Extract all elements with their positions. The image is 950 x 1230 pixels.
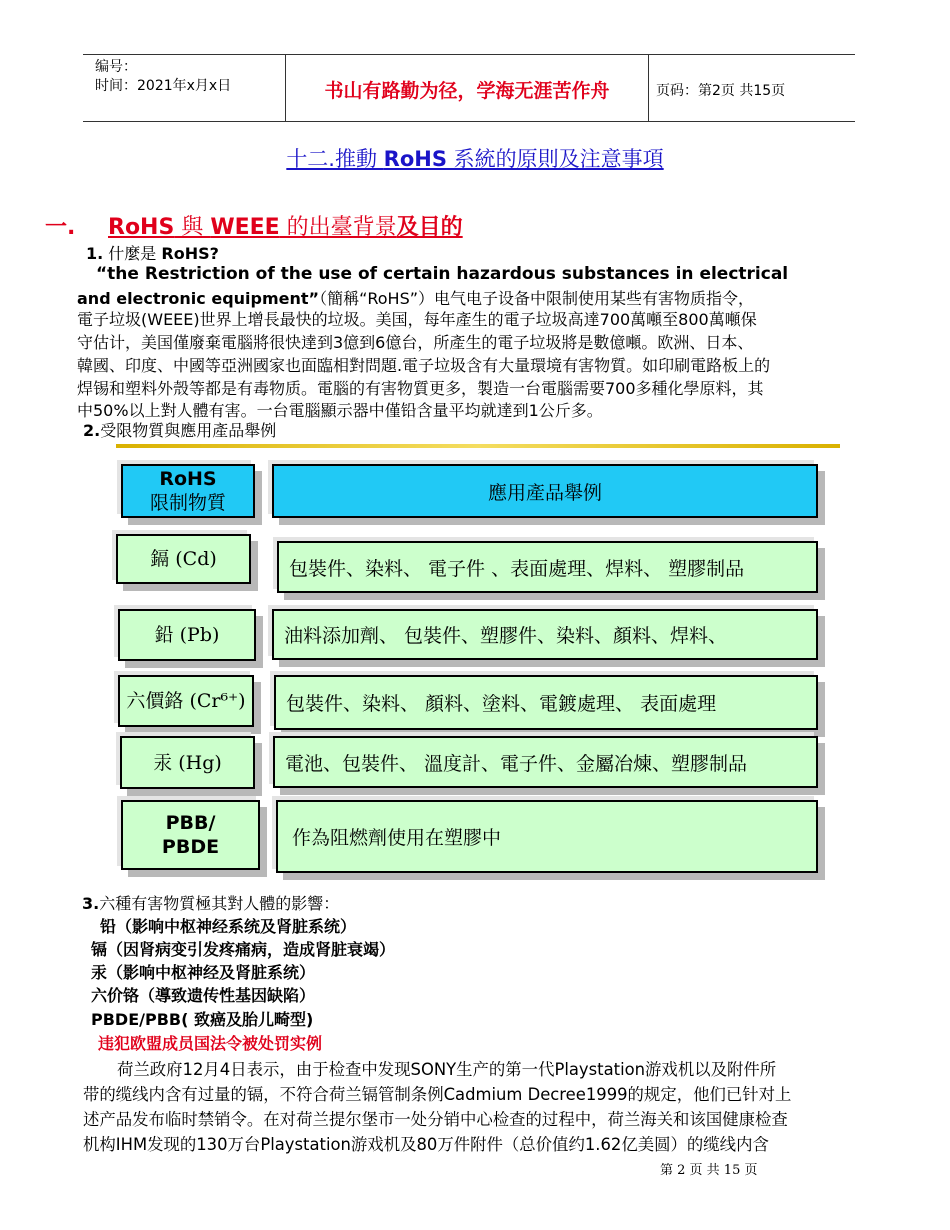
header-page-info: 页码：第2页 共15页 (656, 83, 786, 99)
table-header-substance: RoHS 限制物質 (121, 464, 255, 518)
penalty-heading: 违犯欧盟成员国法令被处罚实例 (98, 1034, 323, 1053)
header-meta (95, 58, 231, 96)
table-row-products: 油料添加劑、 包裝件、塑膠件、染料、顏料、焊料、 (272, 609, 818, 660)
paragraph-line: 守估计，美国僅廢棄電腦將很快達到3億到6億台，所產生的電子垃圾將是數億噸。欧洲、日本、 (77, 333, 754, 352)
effect-item: 六价铬（導致遗传性基因缺陷） (91, 986, 316, 1005)
question-heading: 1. 什麼是 RoHS? (86, 244, 219, 263)
header-divider (648, 54, 649, 122)
header-border-bottom (83, 121, 855, 122)
effect-item: 铅（影响中枢神经系统及肾脏系统） (100, 917, 357, 936)
question-heading: 2.受限物質與應用產品舉例 (83, 421, 277, 440)
table-header-products: 應用產品舉例 (272, 464, 818, 518)
paragraph-line: 焊锡和塑料外殼等都是有毒物质。電腦的有害物質更多，製造一台電腦需要700多種化學原料，其 (77, 379, 764, 398)
paragraph-line: 述产品发布临时禁销令。在对荷兰提尔堡市一处分销中心检查的过程中，荷兰海关和该国健康检查 (83, 1110, 788, 1129)
section-heading: 一. RoHS 與 WEEE 的出臺背景及目的 (45, 215, 463, 240)
table-row-products: 包裝件、染料、 電子件 、表面處理、焊料、 塑膠制品 (277, 541, 818, 593)
paragraph-line: 带的缆线内含有过量的镉，不符合荷兰镉管制条例Cadmium Decree1999的规定，他们已针对上 (83, 1085, 792, 1104)
table-row-substance: 汞 (Hg) (120, 736, 255, 789)
page-footer: 第 2 页 共 15 页 (660, 1163, 758, 1178)
header-border-top (83, 54, 855, 55)
header-motto: 书山有路勤为径，学海无涯苦作舟 (324, 80, 610, 102)
paragraph-line: 電子垃圾(WEEE)世界上增長最快的垃圾。美国，每年產生的電子垃圾高達700萬噸至800萬噸保 (77, 310, 757, 329)
paragraph-line: 荷兰政府12月4日表示，由于检查中发现SONY生产的第一代Playstation游戏机以及附件所 (117, 1060, 777, 1079)
doc-time-label: 时间：2021年x月x日 (95, 78, 232, 94)
effect-item: 镉（因肾病变引发疼痛病，造成肾脏衰竭） (91, 940, 396, 959)
table-row-products: 包裝件、染料、 顏料、塗料、電鍍處理、 表面處理 (274, 675, 818, 730)
paragraph-line: 机构IHM发现的130万台Playstation游戏机及80万件附件（总价值约1.62亿美圆）的缆线内含 (83, 1135, 769, 1154)
question-heading: 3.六種有害物質極其對人體的影響： (82, 894, 340, 913)
paragraph-line: “the Restriction of the use of certain hazardous substances in electrical (96, 264, 789, 284)
table-row-products: 電池、包裝件、 溫度計、電子件、金屬冶煉、塑膠制品 (273, 736, 818, 788)
figure-top-bar (116, 444, 840, 448)
paragraph-line: and electronic equipment”（簡稱“RoHS”）电气电子设备中限制使用某些有害物质指令， (77, 289, 755, 308)
paragraph-line: 韓國、印度、中國等亞洲國家也面臨相對問題.電子垃圾含有大量環境有害物質。如印刷電路板上的 (77, 356, 771, 375)
table-row-substance: 鎘 (Cd) (116, 534, 251, 584)
effect-item: 汞（影响中枢神经及肾脏系统） (91, 963, 316, 982)
table-row-products: 作為阻燃劑使用在塑膠中 (276, 800, 818, 873)
effect-item: PBDE/PBB( 致癌及胎儿畸型) (91, 1010, 314, 1029)
doc-number-label: 编号： (95, 59, 137, 75)
table-row-substance: PBB/ PBDE (121, 800, 260, 870)
table-row-substance: 六價鉻 (Cr⁶⁺) (118, 675, 254, 727)
table-row-substance: 鉛 (Pb) (118, 609, 256, 661)
page-title: 十二.推動 RoHS 系統的原則及注意事項 (286, 147, 664, 171)
paragraph-line: 中50%以上對人體有害。一台電腦顯示器中僅铅含量平均就達到1公斤多。 (77, 401, 603, 420)
